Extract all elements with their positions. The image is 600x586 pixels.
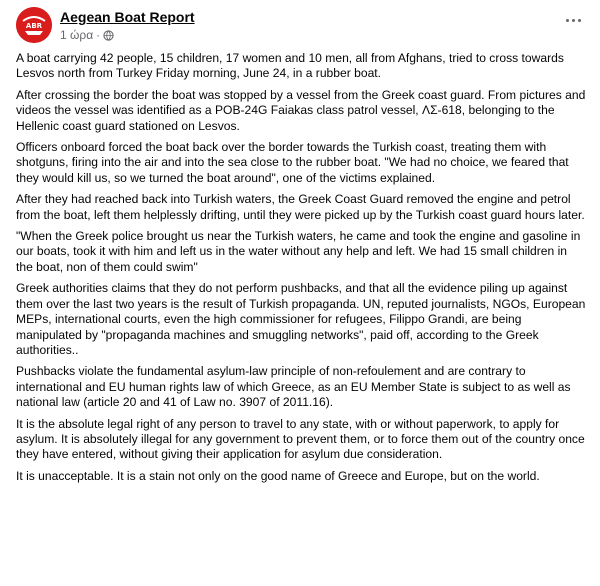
post-meta xyxy=(60,9,195,42)
post-paragraph: After crossing the border the boat was stopped by a vessel from the Greek coast guard. From pictures and videos the vessel was identified as a POB-24G Faiakas class patrol vessel, ΛΣ-618, belonging to the Hellenic coast guard stationed on Lesvos. xyxy=(16,87,586,133)
meta-separator: · xyxy=(96,28,101,42)
post-paragraph: Pushbacks violate the fundamental asylum-law principle of non-refoulement and are contrary to international and EU human rights law of which Greece, as an EU Member State is subject to as well as national law (article 20 and 41 of Law no. 3907 of 2011.16). xyxy=(16,364,571,410)
post-body xyxy=(16,51,586,490)
post-timestamp[interactable]: 1 ώρα xyxy=(60,28,94,42)
more-options-icon[interactable] xyxy=(562,10,584,30)
post-paragraph: Officers onboard forced the boat back over the border towards the Turkish coast, treating them with shotguns, firing into the air and into the sea close to the rubber boat. "We had no choice, we feared that they would kill us, so we turned the boat around", one of the victims explained. xyxy=(16,140,569,185)
post-paragraph: A boat carrying 42 people, 15 children, 17 women and 10 men, all from Afghans, tried to cross towards Lesvos north from Turkey Friday morning, June 24, in a rubber boat. xyxy=(16,51,564,81)
post-paragraph: Greek authorities claims that they do not perform pushbacks, and that all the evidence piling up against them over the last two years is the result of Turkish propaganda. UN, reputed journalists, NGOs, European MEPs, international courts, even the high commissioner for refugees, Filippo Grandi, are being manipulated by "propaganda machines and smuggling networks", paid off, according to the Greek authorities.. xyxy=(16,281,586,357)
post-paragraph: "When the Greek police brought us near the Turkish waters, he came and took the engine and gasoline in our boats, took it with him and left us in the water without any help and left. We had 15 small children in the boat, non of them could swim" xyxy=(16,229,581,274)
post-paragraph: After they had reached back into Turkish waters, the Greek Coast Guard removed the engine and petrol from the boat, left them helplessly drifting, until they were picked up by the Turkish coast guard hours later. xyxy=(16,192,585,222)
more-dot xyxy=(566,19,569,22)
post-time-row xyxy=(60,28,195,42)
post-paragraph: It is the absolute legal right of any person to travel to any state, with or without paperwork, to apply for asylum. It is absolutely illegal for any government to prevent them, or to force them out of the country once they have entered, without giving their application for asylum due consideration. xyxy=(16,416,585,462)
avatar-text: ABR xyxy=(25,22,43,30)
post-header xyxy=(16,6,584,44)
aegean-boat-report-logo-icon xyxy=(16,7,52,43)
page-name-link[interactable]: Aegean Boat Report xyxy=(60,9,195,25)
globe-icon[interactable] xyxy=(103,30,114,41)
post-paragraph: It is unacceptable. It is a stain not only on the good name of Greece and Europe, but on the world. xyxy=(16,468,540,483)
more-dot xyxy=(572,19,575,22)
page-avatar[interactable] xyxy=(16,7,52,43)
more-dot xyxy=(578,19,581,22)
